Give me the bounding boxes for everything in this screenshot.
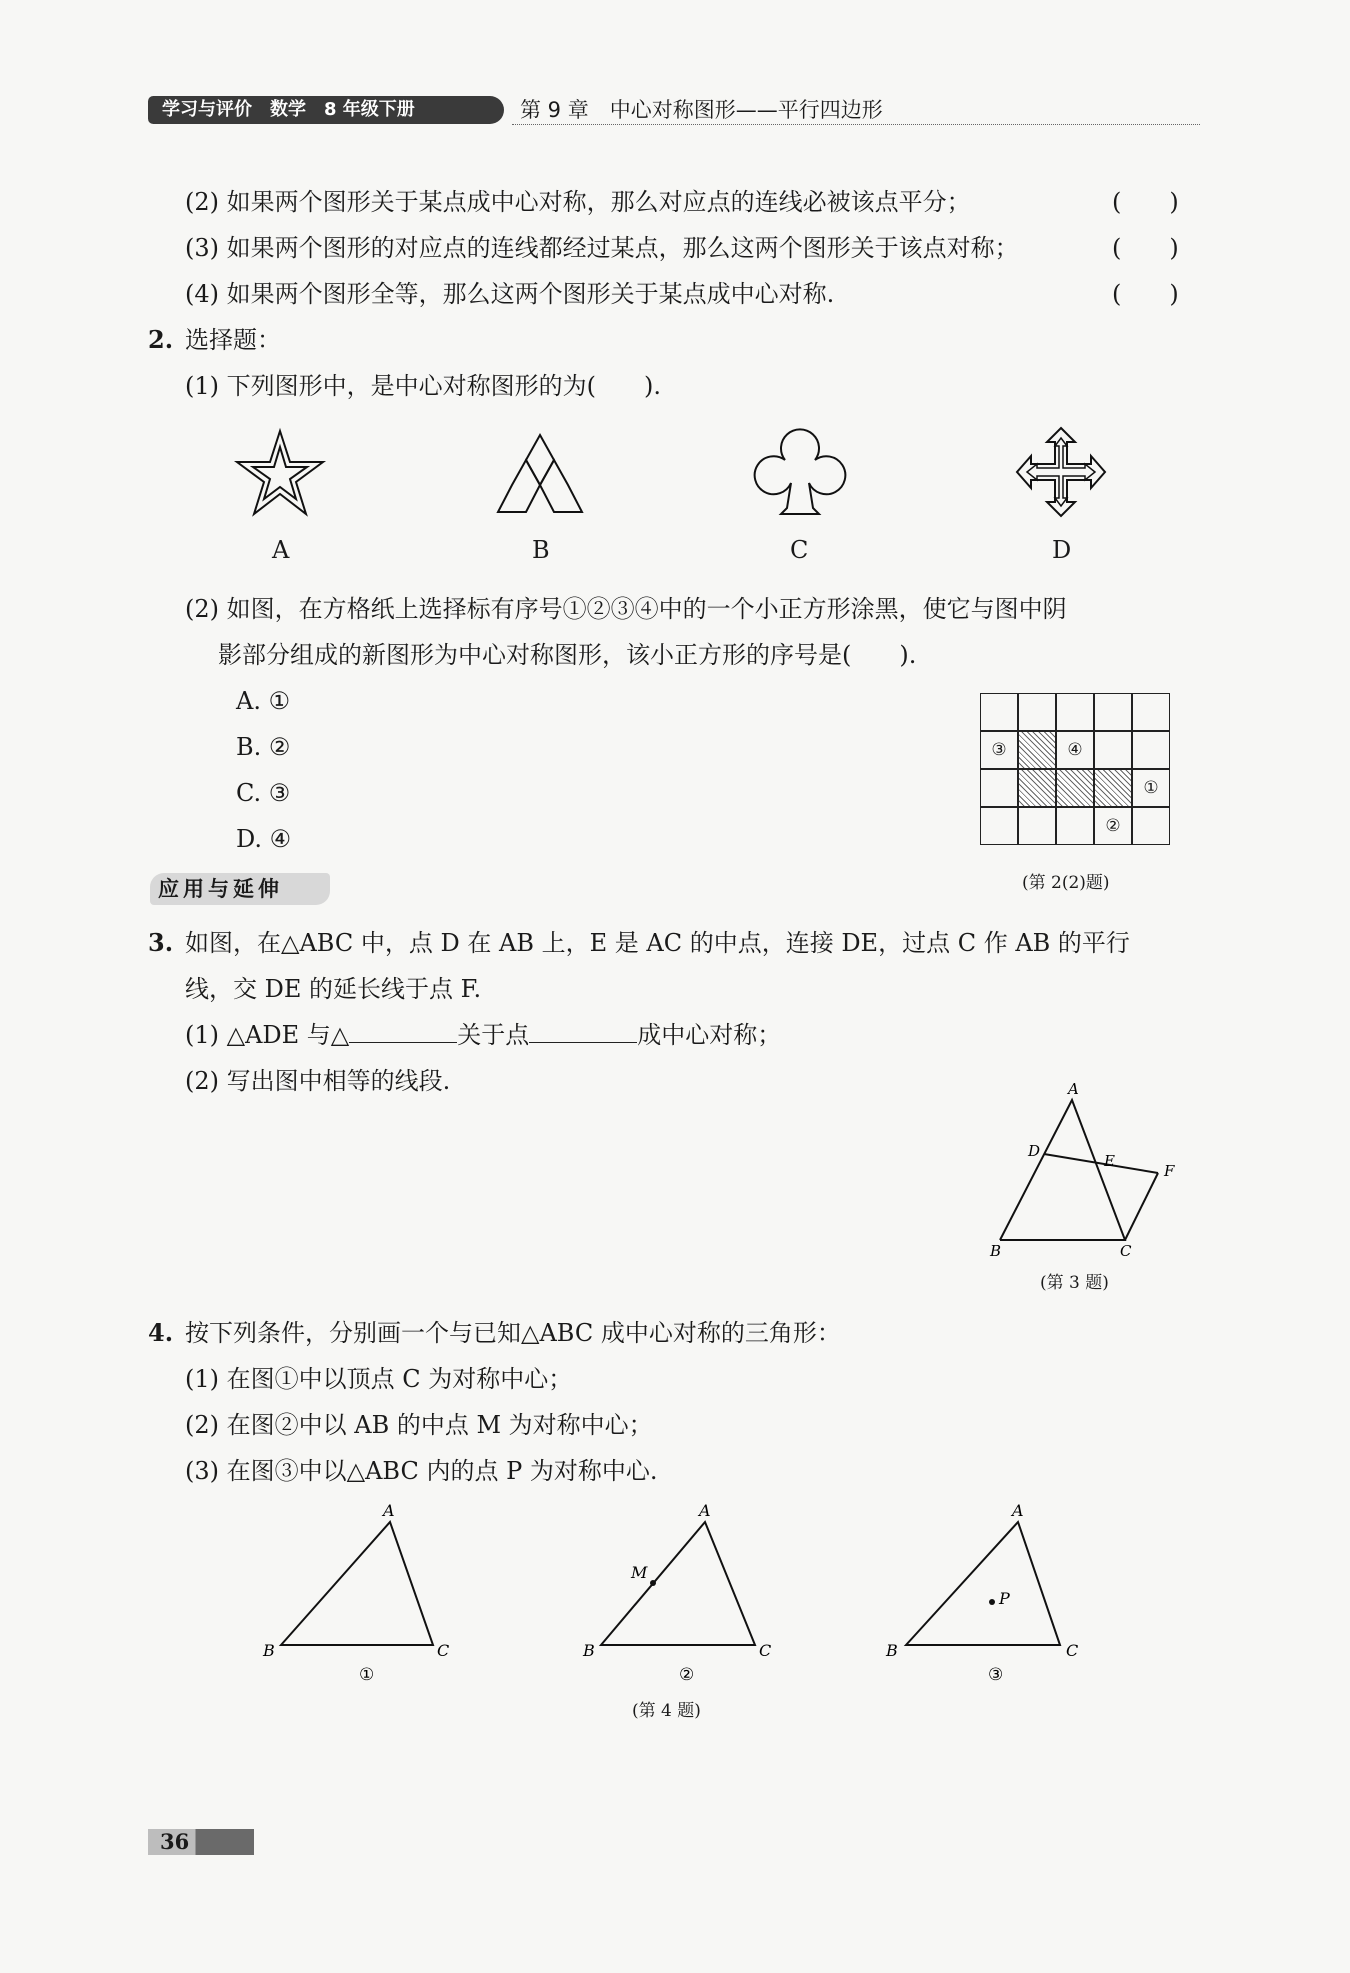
- grid-mark-1: ①: [1132, 769, 1170, 807]
- q4-line1: 按下列条件，分别画一个与已知△ABC 成中心对称的三角形：: [185, 1319, 841, 1347]
- q2-option-d: D. ④: [236, 825, 292, 853]
- point-e-label: E: [1104, 1152, 1115, 1170]
- q4-part1: (1) 在图①中以顶点 C 为对称中心；: [185, 1365, 573, 1393]
- q3-caption: (第 3 题): [1040, 1273, 1109, 1293]
- svg-text:A: A: [1012, 1501, 1024, 1520]
- q2-number: 2.: [148, 325, 174, 354]
- point-m-dot: [650, 1580, 656, 1586]
- q4-number: 4.: [148, 1318, 174, 1347]
- header-divider: [512, 124, 1200, 125]
- figure-label-a: A: [272, 536, 290, 564]
- fig-label-3: ③: [988, 1665, 1004, 1685]
- svg-text:B: B: [263, 1641, 275, 1660]
- svg-text:A: A: [699, 1501, 711, 1520]
- q1-item-2: (2) 如果两个图形关于某点成中心对称，那么对应点的连线必被该点平分；: [185, 188, 971, 216]
- q2-part2-line2: 影部分组成的新图形为中心对称图形，该小正方形的序号是( ).: [218, 641, 917, 669]
- grid-caption: (第 2(2)题): [1022, 873, 1110, 893]
- q2-option-c: C. ③: [236, 779, 291, 807]
- q3-part2: (2) 写出图中相等的线段.: [185, 1067, 451, 1095]
- page-number: 36: [148, 1829, 254, 1855]
- svg-text:C: C: [759, 1641, 772, 1660]
- q4-caption: (第 4 题): [632, 1701, 701, 1721]
- point-a-label: A: [1068, 1080, 1079, 1098]
- q3-part1: (1) △ADE 与△ 关于点 成中心对称；: [185, 1018, 781, 1052]
- point-b-label: B: [990, 1242, 1002, 1260]
- club-figure: [753, 428, 847, 522]
- star-figure: [225, 425, 335, 520]
- q1-item-3-answer: ( ): [1112, 234, 1179, 262]
- svg-text:B: B: [583, 1641, 595, 1660]
- grid-mark-2: ②: [1094, 807, 1132, 845]
- three-diamond-figure: [490, 430, 590, 520]
- q1-item-2-answer: ( ): [1112, 188, 1179, 216]
- q1-item-4-answer: ( ): [1112, 280, 1179, 308]
- q4-figure-3: [880, 1500, 1080, 1690]
- q4-figure-1: [255, 1500, 455, 1690]
- q3-line1: 如图，在△ABC 中，点 D 在 AB 上，E 是 AC 的中点，连接 DE，过点 C 作 AB 的平行: [185, 929, 1130, 957]
- section-title: 应用与延伸: [150, 873, 330, 905]
- four-arrow-figure: [1013, 424, 1109, 520]
- chapter-title: 第 9 章 中心对称图形——平行四边形: [520, 98, 883, 122]
- point-p-label: P: [999, 1589, 1010, 1608]
- point-p-dot: [989, 1599, 995, 1605]
- q3-line2: 线，交 DE 的延长线于点 F.: [185, 975, 482, 1003]
- book-title-badge: 学习与评价 数学 8 年级下册: [148, 96, 504, 124]
- answer-blank-2[interactable]: [529, 1018, 637, 1043]
- svg-text:A: A: [383, 1501, 395, 1520]
- grid-mark-4: ④: [1056, 731, 1094, 769]
- q1-item-3: (3) 如果两个图形的对应点的连线都经过某点，那么这两个图形关于该点对称；: [185, 234, 1019, 262]
- q2-part1: (1) 下列图形中，是中心对称图形的为( ).: [185, 372, 661, 400]
- answer-blank-1[interactable]: [349, 1018, 457, 1043]
- square-grid-figure: [980, 693, 1170, 845]
- svg-text:B: B: [886, 1641, 898, 1660]
- point-c-label: C: [1120, 1242, 1132, 1260]
- point-m-label: M: [631, 1563, 648, 1582]
- fig-label-2: ②: [679, 1665, 695, 1685]
- svg-text:C: C: [1066, 1641, 1079, 1660]
- q3-triangle-figure: [980, 1080, 1190, 1260]
- q4-part3: (3) 在图③中以△ABC 内的点 P 为对称中心.: [185, 1457, 658, 1485]
- q2-option-a: A. ①: [236, 687, 291, 715]
- q1-item-4: (4) 如果两个图形全等，那么这两个图形关于某点成中心对称.: [185, 280, 835, 308]
- grid-mark-3: ③: [980, 731, 1018, 769]
- point-f-label: F: [1164, 1162, 1175, 1180]
- q3-number: 3.: [148, 928, 174, 957]
- figure-label-d: D: [1052, 536, 1072, 564]
- q4-part2: (2) 在图②中以 AB 的中点 M 为对称中心；: [185, 1411, 653, 1439]
- point-d-label: D: [1028, 1142, 1041, 1160]
- fig-label-1: ①: [359, 1665, 375, 1685]
- figure-label-b: B: [532, 536, 550, 564]
- figure-label-c: C: [790, 536, 809, 564]
- q2-part2-line1: (2) 如图，在方格纸上选择标有序号①②③④中的一个小正方形涂黑，使它与图中阴: [185, 595, 1067, 623]
- q2-title: 选择题：: [185, 326, 281, 354]
- svg-text:C: C: [437, 1641, 450, 1660]
- q2-option-b: B. ②: [236, 733, 291, 761]
- q4-figure-2: [575, 1500, 775, 1690]
